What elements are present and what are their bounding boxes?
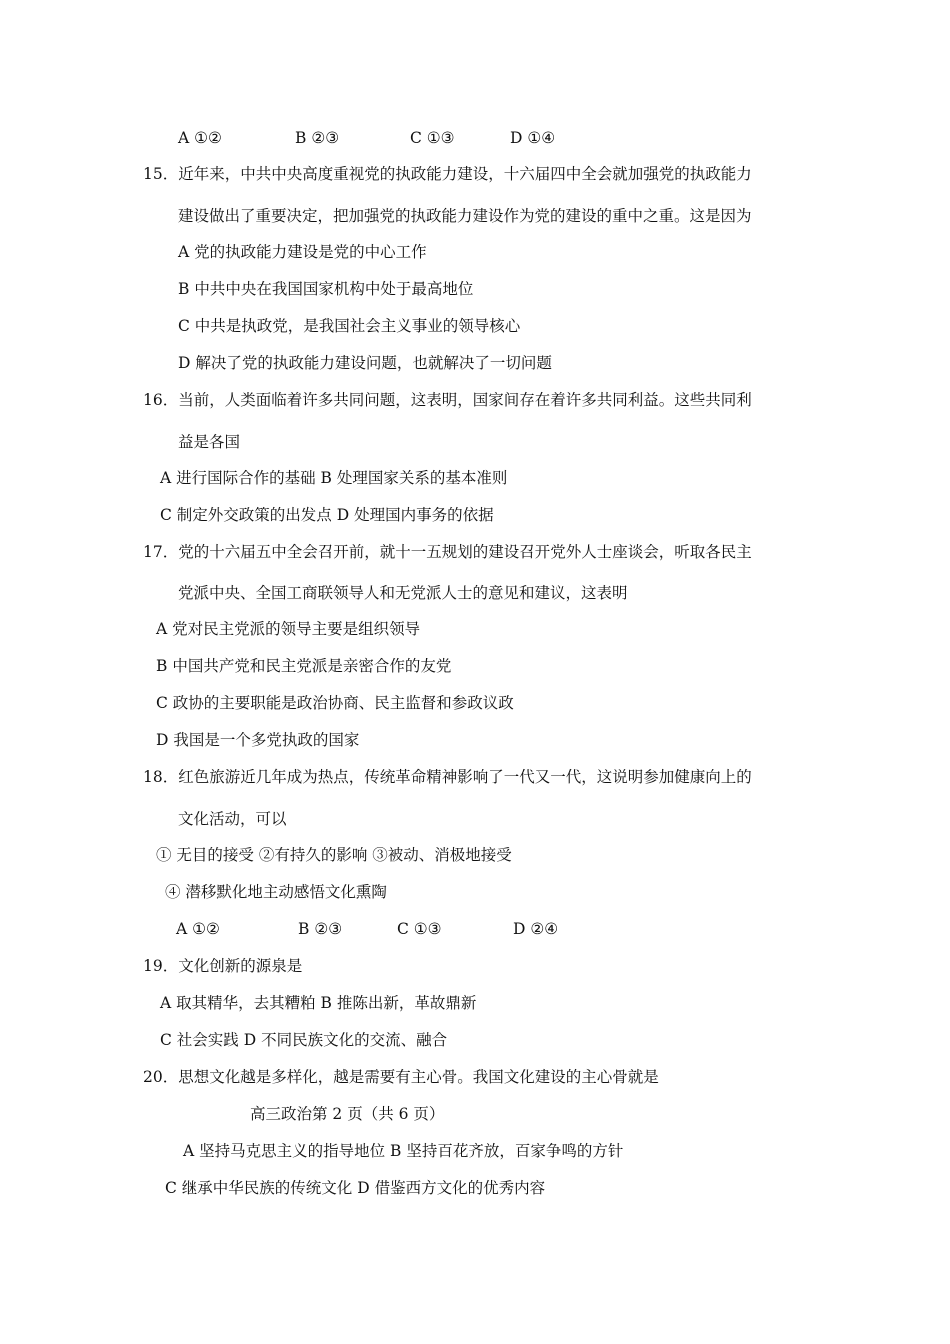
q14-option-b: B ②③ (295, 129, 340, 147)
q15-stem-line2: 建设做出了重要决定，把加强党的执政能力建设作为党的建设的重中之重。这是因为 (178, 207, 752, 225)
q19-options-line2: C 社会实践 D 不同民族文化的交流、融合 (160, 1031, 448, 1049)
q18-option-a: A ①② (176, 920, 220, 938)
q20-options-line1: A 坚持马克思主义的指导地位 B 坚持百花齐放，百家争鸣的方针 (183, 1142, 624, 1160)
q17-stem-line2: 党派中央、全国工商联领导人和无党派人士的意见和建议，这表明 (178, 584, 628, 602)
q18-stem-line1: 18．红色旅游近几年成为热点，传统革命精神影响了一代又一代，这说明参加健康向上的 (143, 768, 752, 786)
q18-option-d: D ②④ (513, 920, 559, 938)
q18-option-b: B ②③ (298, 920, 343, 938)
q18-option-c: C ①③ (397, 920, 442, 938)
q16-stem-line2: 益是各国 (178, 433, 241, 451)
page-footer-label: 高三政治第 2 页（共 6 页） (250, 1105, 445, 1123)
q17-stem-line1: 17．党的十六届五中全会召开前，就十一五规划的建设召开党外人士座谈会，听取各民主 (143, 543, 752, 561)
q17-option-d: D 我国是一个多党执政的国家 (156, 731, 360, 749)
q20-options-line2: C 继承中华民族的传统文化 D 借鉴西方文化的优秀内容 (165, 1179, 546, 1197)
q16-options-line2: C 制定外交政策的出发点 D 处理国内事务的依据 (160, 506, 494, 524)
q15-stem-line1: 15．近年来，中共中央高度重视党的执政能力建设，十六届四中全会就加强党的执政能力 (143, 165, 752, 183)
q14-option-a: A ①② (178, 129, 222, 147)
q20-stem: 20．思想文化越是多样化，越是需要有主心骨。我国文化建设的主心骨就是 (143, 1068, 659, 1086)
q16-options-line1: A 进行国际合作的基础 B 处理国家关系的基本准则 (160, 469, 508, 487)
q19-stem: 19．文化创新的源泉是 (143, 957, 303, 975)
q14-option-d: D ①④ (510, 129, 556, 147)
q15-option-a: A 党的执政能力建设是党的中心工作 (178, 243, 427, 261)
q17-option-c: C 政协的主要职能是政治协商、民主监督和参政议政 (156, 694, 514, 712)
q18-items-line2: ④ 潜移默化地主动感悟文化熏陶 (165, 883, 387, 901)
q15-option-d: D 解决了党的执政能力建设问题，也就解决了一切问题 (178, 354, 552, 372)
q18-items-line1: ① 无目的接受 ②有持久的影响 ③被动、消极地接受 (156, 846, 512, 864)
q16-stem-line1: 16．当前，人类面临着许多共同问题，这表明，国家间存在着许多共同利益。这些共同利 (143, 391, 752, 409)
q18-stem-line2: 文化活动，可以 (178, 810, 287, 828)
q15-option-c: C 中共是执政党，是我国社会主义事业的领导核心 (178, 317, 521, 335)
q14-option-c: C ①③ (410, 129, 455, 147)
q17-option-a: A 党对民主党派的领导主要是组织领导 (156, 620, 421, 638)
q15-option-b: B 中共中央在我国国家机构中处于最高地位 (178, 280, 474, 298)
q17-option-b: B 中国共产党和民主党派是亲密合作的友党 (156, 657, 452, 675)
q19-options-line1: A 取其精华，去其糟粕 B 推陈出新，革故鼎新 (160, 994, 477, 1012)
